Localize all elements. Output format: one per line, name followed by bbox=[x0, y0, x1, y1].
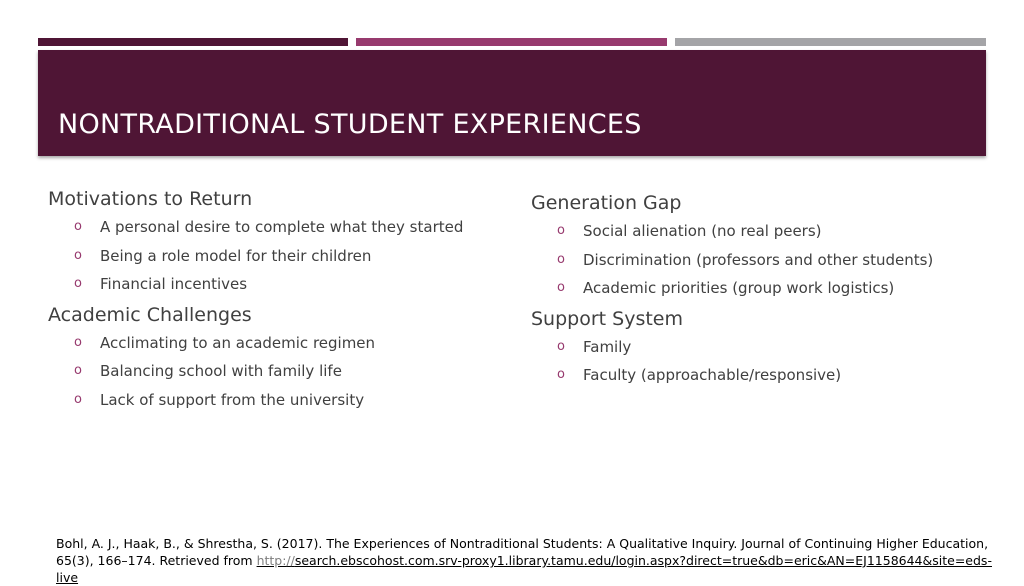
academic-challenges-list bbox=[48, 329, 498, 415]
list-item bbox=[48, 213, 498, 242]
slide-title: NONTRADITIONAL STUDENT EXPERIENCES bbox=[58, 109, 642, 140]
citation-text: Bohl, A. J., Haak, B., & Shrestha, S. (2017). The Experiences of Nontraditional Students: A Qualitative Inquiry. Journal of Continuing Higher Education, 65(3), 166–174. Retrieved from bbox=[56, 536, 989, 568]
list-item bbox=[48, 270, 498, 299]
list-item-text: Discrimination (professors and other students) bbox=[583, 250, 934, 269]
list-item bbox=[531, 274, 1001, 303]
generation-gap-list bbox=[531, 217, 1001, 303]
bullet-icon: o bbox=[557, 280, 565, 295]
list-item-text: Acclimating to an academic regimen bbox=[100, 333, 376, 352]
list-item-text: Balancing school with family life bbox=[100, 362, 342, 380]
list-item bbox=[48, 242, 498, 271]
section-heading-support-system: Support System bbox=[531, 307, 683, 330]
list-item-text: Lack of support from the university bbox=[100, 390, 365, 409]
bullet-icon: o bbox=[557, 251, 565, 267]
bullet-icon: o bbox=[74, 334, 82, 350]
list-item bbox=[48, 329, 498, 358]
list-item-text: Family bbox=[583, 337, 632, 356]
bullet-icon: o bbox=[557, 338, 565, 354]
citation bbox=[56, 535, 996, 586]
bullet-icon: o bbox=[557, 367, 565, 382]
list-item-text: Being a role model for their children bbox=[100, 246, 372, 265]
bullet-icon: o bbox=[74, 247, 82, 263]
list-item-text: Academic priorities (group work logistics) bbox=[583, 279, 895, 297]
section-heading-generation-gap: Generation Gap bbox=[531, 192, 682, 214]
support-system-list bbox=[531, 333, 1001, 390]
right-column bbox=[531, 189, 1001, 392]
section-heading-academic-challenges: Academic Challenges bbox=[48, 303, 252, 326]
list-item bbox=[531, 333, 1001, 362]
list-item bbox=[531, 246, 1001, 275]
accent-bar-magenta bbox=[356, 38, 667, 46]
list-item bbox=[48, 357, 498, 386]
bullet-icon: o bbox=[74, 219, 82, 234]
accent-bar-dark bbox=[38, 38, 348, 46]
bullet-icon: o bbox=[74, 276, 82, 291]
bullet-icon: o bbox=[74, 391, 82, 407]
list-item-text: Financial incentives bbox=[100, 275, 248, 293]
list-item-text: A personal desire to complete what they started bbox=[100, 218, 464, 236]
left-column bbox=[48, 185, 498, 416]
list-item bbox=[48, 386, 498, 415]
motivations-list bbox=[48, 213, 498, 299]
title-band bbox=[38, 50, 986, 156]
list-item bbox=[531, 361, 1001, 390]
accent-bar-gray bbox=[675, 38, 986, 46]
list-item-text: Faculty (approachable/responsive) bbox=[583, 366, 842, 384]
citation-link-rest[interactable]: search.ebscohost.com.srv-proxy1.library.tamu.edu/login.aspx?direct=true&db=eric&AN=EJ1158644&site=eds-live bbox=[56, 553, 992, 585]
list-item bbox=[531, 217, 1001, 246]
citation-link-prefix[interactable]: http:// bbox=[256, 553, 295, 568]
section-heading-motivations: Motivations to Return bbox=[48, 188, 253, 210]
list-item-text: Social alienation (no real peers) bbox=[583, 222, 822, 240]
bullet-icon: o bbox=[74, 363, 82, 378]
bullet-icon: o bbox=[557, 223, 565, 238]
